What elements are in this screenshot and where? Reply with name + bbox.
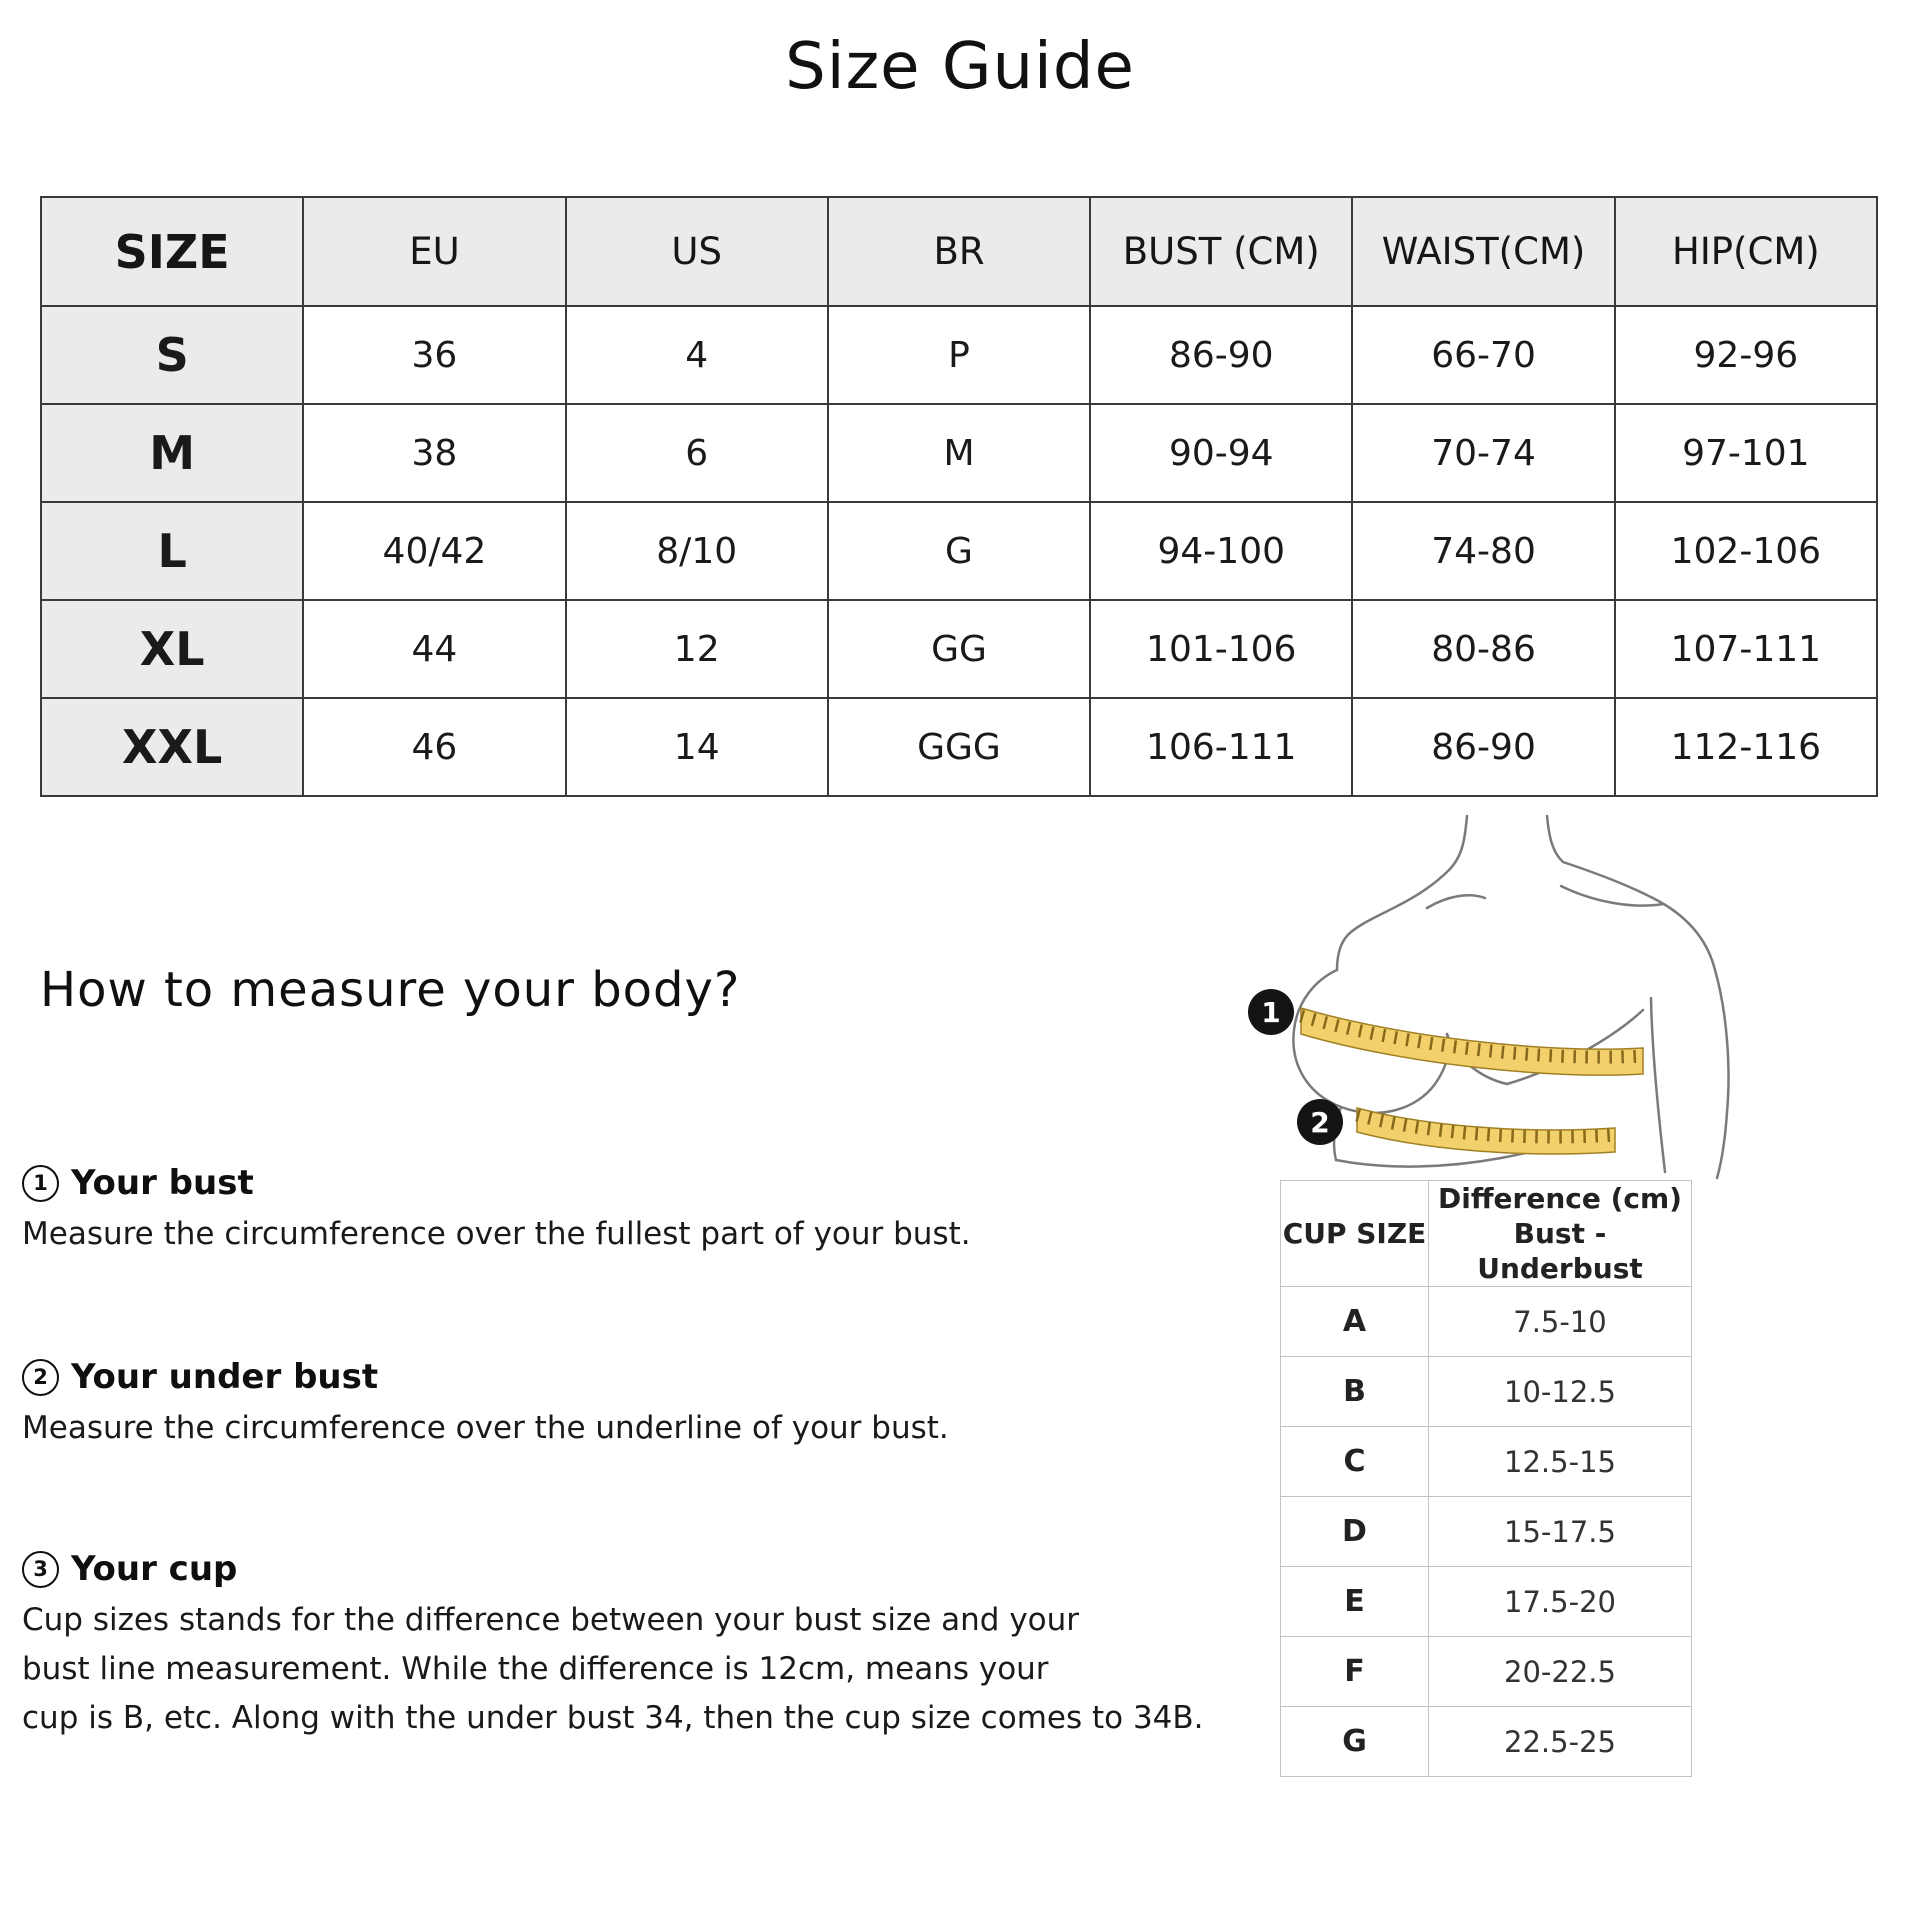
marker-1-icon [1248,989,1294,1035]
cell-size: XL [41,600,303,698]
cell-hip: 107-111 [1615,600,1877,698]
cell-us: 12 [566,600,828,698]
measurement-figure-illustration [1095,812,1775,1184]
cell-bust: 90-94 [1090,404,1352,502]
table-row-m [41,404,1877,502]
cup-difference: 15-17.5 [1429,1497,1692,1567]
cup-table-header-row [1281,1181,1692,1287]
svg-text:1: 1 [1261,996,1281,1029]
cup-table-row [1281,1567,1692,1637]
cell-br: GG [828,600,1090,698]
cup-difference: 17.5-20 [1429,1567,1692,1637]
cell-size: XXL [41,698,303,796]
table-row-xl [41,600,1877,698]
cup-table-row [1281,1427,1692,1497]
how-to-heading: How to measure your body? [40,962,741,1018]
cup-difference: 7.5-10 [1429,1287,1692,1357]
cell-hip: 102-106 [1615,502,1877,600]
size-table [40,196,1878,797]
marker-2-icon [1297,1099,1343,1145]
section-your-cup [22,1546,1204,1743]
cell-waist: 70-74 [1352,404,1614,502]
cell-waist: 74-80 [1352,502,1614,600]
cell-eu: 44 [303,600,565,698]
cup-letter: E [1281,1567,1429,1637]
table-row-xxl [41,698,1877,796]
cup-difference: 22.5-25 [1429,1707,1692,1777]
cell-eu: 40/42 [303,502,565,600]
section-text: Measure the circumference over the fullest part of your bust. [22,1216,971,1252]
cell-hip: 112-116 [1615,698,1877,796]
cup-size-table [1280,1180,1692,1777]
column-header-size: SIZE [41,197,303,306]
column-header-bust: BUST (CM) [1090,197,1352,306]
cell-waist: 80-86 [1352,600,1614,698]
section-text: Cup sizes stands for the difference between your bust size and your [22,1602,1080,1638]
cup-letter: C [1281,1427,1429,1497]
column-header-us: US [566,197,828,306]
size-table-header-row [41,197,1877,306]
cell-waist: 86-90 [1352,698,1614,796]
underbust-tape [1357,1108,1615,1154]
column-header-br: BR [828,197,1090,306]
section-title: Your under bust [71,1357,379,1397]
cup-letter: B [1281,1357,1429,1427]
section-title: Your cup [71,1549,238,1589]
circled-number-3-icon: 3 [22,1551,59,1588]
cup-difference: 12.5-15 [1429,1427,1692,1497]
cell-br: GGG [828,698,1090,796]
cell-us: 8/10 [566,502,828,600]
section-text: bust line measurement. While the difference is 12cm, means your [22,1651,1049,1687]
bust-tape [1301,1008,1643,1075]
cell-waist: 66-70 [1352,306,1614,404]
cup-table-row [1281,1637,1692,1707]
cup-letter: A [1281,1287,1429,1357]
cell-hip: 97-101 [1615,404,1877,502]
section-heading [22,1160,971,1206]
cell-size: S [41,306,303,404]
cup-column-header: CUP SIZE [1281,1181,1429,1287]
section-your-under-bust [22,1354,949,1453]
cell-bust: 86-90 [1090,306,1352,404]
cell-br: P [828,306,1090,404]
svg-text:2: 2 [1310,1106,1330,1139]
page-title: Size Guide [785,30,1135,104]
cell-br: G [828,502,1090,600]
cell-eu: 46 [303,698,565,796]
cell-size: M [41,404,303,502]
cell-bust: 101-106 [1090,600,1352,698]
cell-us: 4 [566,306,828,404]
cup-table-row [1281,1707,1692,1777]
section-your-bust [22,1160,971,1259]
cell-size: L [41,502,303,600]
column-header-hip: HIP(CM) [1615,197,1877,306]
section-heading [22,1354,949,1400]
column-header-waist: WAIST(CM) [1352,197,1614,306]
table-row-s [41,306,1877,404]
section-title: Your bust [71,1163,254,1203]
cell-bust: 94-100 [1090,502,1352,600]
cell-eu: 36 [303,306,565,404]
section-text: Measure the circumference over the underline of your bust. [22,1410,949,1446]
cell-us: 6 [566,404,828,502]
circled-number-2-icon: 2 [22,1359,59,1396]
cup-table-row [1281,1287,1692,1357]
cup-difference: 10-12.5 [1429,1357,1692,1427]
cell-br: M [828,404,1090,502]
section-heading [22,1546,1204,1592]
cell-bust: 106-111 [1090,698,1352,796]
cup-table-row [1281,1357,1692,1427]
column-header-eu: EU [303,197,565,306]
circled-number-1-icon: 1 [22,1165,59,1202]
cup-letter: F [1281,1637,1429,1707]
cup-letter: G [1281,1707,1429,1777]
difference-column-header: Difference (cm) Bust - Underbust [1429,1181,1692,1287]
cup-table-row [1281,1497,1692,1567]
table-row-l [41,502,1877,600]
cell-us: 14 [566,698,828,796]
section-text: cup is B, etc. Along with the under bust 34, then the cup size comes to 34B. [22,1700,1204,1736]
cup-difference: 20-22.5 [1429,1637,1692,1707]
cell-hip: 92-96 [1615,306,1877,404]
cell-eu: 38 [303,404,565,502]
cup-letter: D [1281,1497,1429,1567]
